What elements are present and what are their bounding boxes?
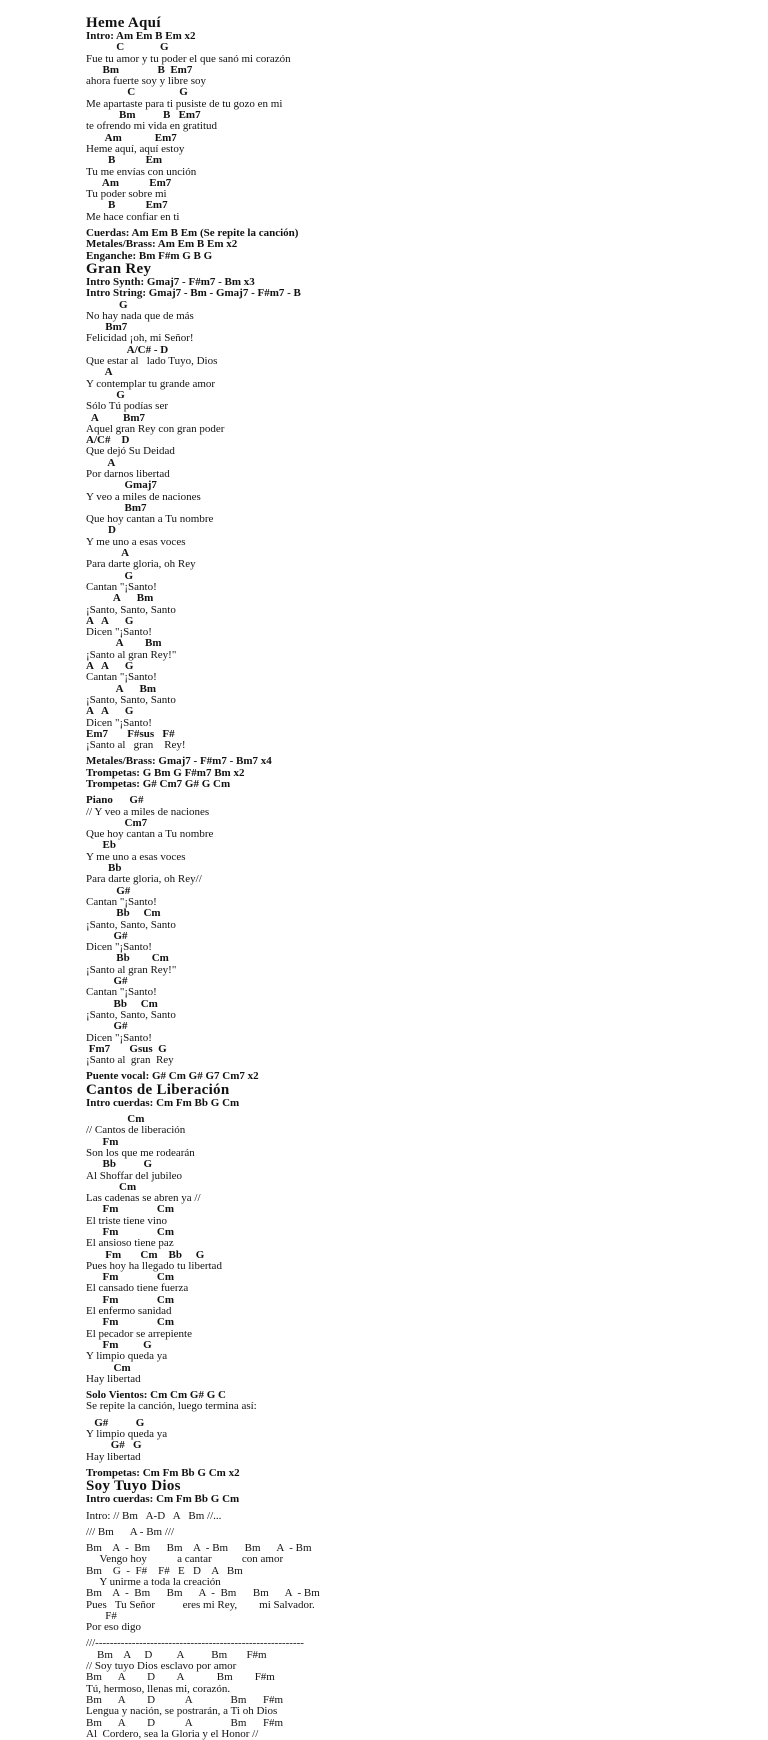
section-label: Trompetas: G# Cm7 G# G Cm <box>86 778 231 790</box>
song-title: Gran Rey <box>86 260 152 277</box>
chord-sheet <box>86 16 726 1740</box>
lyric-line: Sólo Tú podías ser <box>86 400 168 413</box>
lyric-line: Y unirme a toda la creación <box>86 1576 221 1588</box>
section-label: Enganche: Bm F#m G B G <box>86 249 213 262</box>
chord-line: Bm7 <box>86 501 147 514</box>
lyric-line: Fue tu amor y tu poder el que sanó mi corazón <box>86 52 291 65</box>
chord-line: Cm <box>86 1361 131 1374</box>
chord-line: G# <box>86 1020 128 1033</box>
lyric-line: Intro: // Bm A-D A Bm //... <box>86 1509 222 1522</box>
chord-line: C G <box>86 86 188 99</box>
lyric-line: ¡Santo, Santo, Santo <box>86 603 176 616</box>
section-label: Solo Vientos: Cm Cm G# G C <box>86 1389 226 1402</box>
chord-line: Fm7 Gsus G <box>86 1042 167 1055</box>
lyric-line: Pues hoy ha llegado tu libertad <box>86 1259 222 1272</box>
lyric-line: Vengo hoy a cantar con amor <box>86 1553 284 1566</box>
lyric-line: Me apartaste para ti pusiste de tu gozo en mi <box>86 97 283 110</box>
lyric-line: Me hace confiar en ti <box>86 210 180 223</box>
lyric-line: Hay libertad <box>86 1372 141 1385</box>
chord-line: A <box>86 366 113 379</box>
lyric-line: Dicen "¡Santo! <box>86 1031 152 1044</box>
lyric-line: El ansioso tiene paz <box>86 1237 174 1250</box>
lyric-line: Que dejó Su Deidad <box>86 445 175 458</box>
lyric-line: Bm A D A Bm F#m <box>86 1671 275 1684</box>
chord-line: G# G <box>86 1439 142 1452</box>
lyric-line: // Cantos de liberación <box>86 1124 186 1137</box>
chord-line: A Bm <box>86 682 156 695</box>
lyric-line: Por darnos libertad <box>86 467 170 480</box>
chord-line: A Bm7 <box>86 411 145 424</box>
lyric-line: Dicen "¡Santo! <box>86 716 152 729</box>
lyric-line: Y me uno a esas voces <box>86 535 186 548</box>
chord-line: G <box>86 298 128 311</box>
section-label: Intro String: Gmaj7 - Bm - Gmaj7 - F#m7 - B <box>86 287 301 300</box>
chord-line: A/C# D <box>86 434 130 447</box>
lyric-line: ///--------------------------------------------------------- <box>86 1637 304 1650</box>
lyric-line: Las cadenas se abren ya // <box>86 1192 201 1205</box>
chord-line: Bb Cm <box>86 997 158 1010</box>
chord-line: Eb <box>86 839 116 852</box>
lyric-line: Se repite la canción, luego termina así: <box>86 1400 257 1413</box>
lyric-line: Lengua y nación, se postrarán, a Ti oh Dios <box>86 1705 278 1718</box>
chord-line: A <box>86 456 116 469</box>
lyric-line: Tú, hermoso, llenas mi, corazón. <box>86 1682 231 1695</box>
chord-line: Fm Cm <box>86 1271 174 1284</box>
lyric-line: Son los que me rodearán <box>86 1146 195 1159</box>
chord-line: Bb G <box>86 1158 153 1171</box>
lyric-line: El cansado tiene fuerza <box>86 1282 189 1295</box>
chord-line: Fm Cm <box>86 1225 174 1238</box>
lyric-line: Bm A - Bm Bm A - Bm Bm A - Bm <box>86 1587 320 1600</box>
lyric-line: Y veo a miles de naciones <box>86 490 201 503</box>
lyric-line: El enfermo sanidad <box>86 1305 172 1318</box>
lyric-line: Bm A - Bm Bm A - Bm Bm A - Bm <box>86 1542 312 1555</box>
lyric-line: Heme aquí, aquí estoy <box>86 142 185 155</box>
lyric-line: Hay libertad <box>86 1450 141 1463</box>
lyric-line: Para darte gloria, oh Rey// <box>86 873 202 886</box>
chord-line: Fm Cm <box>86 1316 174 1329</box>
song-title: Cantos de Liberación <box>86 1081 230 1098</box>
lyric-line: // Y veo a miles de naciones <box>86 805 210 818</box>
lyric-line: Bm A D A Bm F#m <box>86 1648 267 1661</box>
section-label: Puente vocal: G# Cm G# G7 Cm7 x2 <box>86 1070 259 1083</box>
lyric-line: Cantan "¡Santo! <box>86 671 157 684</box>
section-label: Piano G# <box>86 794 144 807</box>
lyric-line: /// Bm A - Bm /// <box>86 1525 175 1538</box>
lyric-line: Que estar al lado Tuyo, Dios <box>86 355 218 368</box>
lyric-line: Dicen "¡Santo! <box>86 626 152 639</box>
chord-line: Cm <box>86 1180 137 1193</box>
chord-line: Fm <box>86 1135 119 1148</box>
lyric-line: Y me uno a esas voces <box>86 850 186 863</box>
lyric-line: Y limpio queda ya <box>86 1350 168 1363</box>
chord-line: A A G <box>86 614 134 627</box>
chord-line: Bb Cm <box>86 907 161 920</box>
lyric-line: No hay nada que de más <box>86 309 194 322</box>
chord-line: Bm B Em7 <box>86 109 201 122</box>
chord-line: D <box>86 524 116 537</box>
lyric-line: ¡Santo, Santo, Santo <box>86 693 176 706</box>
song-title: Soy Tuyo Dios <box>86 1478 181 1495</box>
chord-line: Am Em7 <box>86 176 172 189</box>
chord-line: Bm B Em7 <box>86 63 193 76</box>
lyric-line: Que hoy cantan a Tu nombre <box>86 828 214 841</box>
lyric-line: Pues Tu Señor eres mi Rey, mi Salvador. <box>86 1598 315 1611</box>
chord-line: Fm Cm <box>86 1293 174 1306</box>
chord-line: A A G <box>86 660 134 673</box>
lyric-line: Tu me envías con unción <box>86 165 197 178</box>
lyric-line: ¡Santo al gran Rey <box>86 1054 174 1067</box>
section-label: Trompetas: G Bm G F#m7 Bm x2 <box>86 766 245 779</box>
lyric-line: Para darte gloria, oh Rey <box>86 558 196 571</box>
chord-line: C G <box>86 41 169 54</box>
lyric-line: ¡Santo al gran Rey! <box>86 739 186 752</box>
lyric-line: F# <box>86 1609 117 1622</box>
chord-line: A Bm <box>86 592 154 605</box>
lyric-line: ¡Santo al gran Rey!" <box>86 963 177 976</box>
chord-line: Bb <box>86 862 122 875</box>
chord-line: Am Em7 <box>86 131 177 144</box>
chord-line: Em7 F#sus F# <box>86 727 175 740</box>
section-label: Intro: Am Em B Em x2 <box>86 30 196 42</box>
lyric-line: El pecador se arrepiente <box>86 1327 192 1340</box>
lyric-line: Aquel gran Rey con gran poder <box>86 422 225 435</box>
lyric-line: Tu poder sobre mi <box>86 188 167 201</box>
chord-line: G# G <box>86 1416 145 1429</box>
lyric-line: Por eso digo <box>86 1621 141 1634</box>
lyric-line: Cantan "¡Santo! <box>86 580 157 593</box>
chord-line: B Em <box>86 154 163 167</box>
lyric-line: Cantan "¡Santo! <box>86 895 157 908</box>
chord-line: Cm7 <box>86 816 148 829</box>
lyric-line: Que hoy cantan a Tu nombre <box>86 513 214 526</box>
lyric-line: // Soy tuyo Dios esclavo por amor <box>86 1660 237 1673</box>
section-label: Intro Synth: Gmaj7 - F#m7 - Bm x3 <box>86 275 255 288</box>
lyric-line: Y contemplar tu grande amor <box>86 377 216 390</box>
chord-line: A/C# - D <box>86 343 169 356</box>
lyric-line: Al Shoffar del jubileo <box>86 1169 183 1182</box>
section-label: Metales/Brass: Gmaj7 - F#m7 - Bm7 x4 <box>86 755 272 768</box>
lyric-line: ¡Santo, Santo, Santo <box>86 918 176 931</box>
section-label: Cuerdas: Am Em B Em (Se repite la canción) <box>86 227 299 240</box>
chord-line: Gmaj7 <box>86 479 157 492</box>
section-label: Metales/Brass: Am Em B Em x2 <box>86 238 238 251</box>
chord-line: A <box>86 547 130 560</box>
lyric-line: Bm G - F# F# E D A Bm <box>86 1564 243 1577</box>
lyric-line: ahora fuerte soy y libre soy <box>86 75 207 88</box>
chord-line: G <box>86 569 134 582</box>
lyric-line: Y limpio queda ya <box>86 1428 168 1441</box>
song-title: Heme Aquí <box>86 15 161 31</box>
section-label: Trompetas: Cm Fm Bb G Cm x2 <box>86 1466 240 1479</box>
lyric-line: Cantan "¡Santo! <box>86 986 157 999</box>
chord-line: Fm Cm Bb G <box>86 1248 205 1261</box>
chord-line: G <box>86 388 125 401</box>
chord-line: Cm <box>86 1113 145 1126</box>
lyric-line: ¡Santo al gran Rey!" <box>86 648 177 661</box>
chord-line: G# <box>86 884 131 897</box>
chord-line: Fm Cm <box>86 1203 174 1216</box>
lyric-line: Bm A D A Bm F#m <box>86 1716 284 1729</box>
chord-line: Bm7 <box>86 321 128 334</box>
chord-line: Bb Cm <box>86 952 169 965</box>
chord-line: A A G <box>86 705 134 718</box>
chord-line: G# <box>86 975 128 988</box>
lyric-line: Bm A D A Bm F#m <box>86 1693 284 1706</box>
lyric-line: te ofrendo mi vida en gratitud <box>86 120 218 133</box>
chord-line: Fm G <box>86 1338 152 1351</box>
section-label: Intro cuerdas: Cm Fm Bb G Cm <box>86 1493 240 1506</box>
lyric-line: Felicidad ¡oh, mi Señor! <box>86 332 194 345</box>
lyric-line: Al Cordero, sea la Gloria y el Honor // <box>86 1727 259 1740</box>
lyric-line: ¡Santo, Santo, Santo <box>86 1008 176 1021</box>
chord-line: A Bm <box>86 637 162 650</box>
section-label: Intro cuerdas: Cm Fm Bb G Cm <box>86 1096 240 1109</box>
chord-line: G# <box>86 929 128 942</box>
lyric-line: El triste tiene vino <box>86 1214 167 1227</box>
lyric-line: Dicen "¡Santo! <box>86 941 152 954</box>
chord-line: B Em7 <box>86 199 168 212</box>
